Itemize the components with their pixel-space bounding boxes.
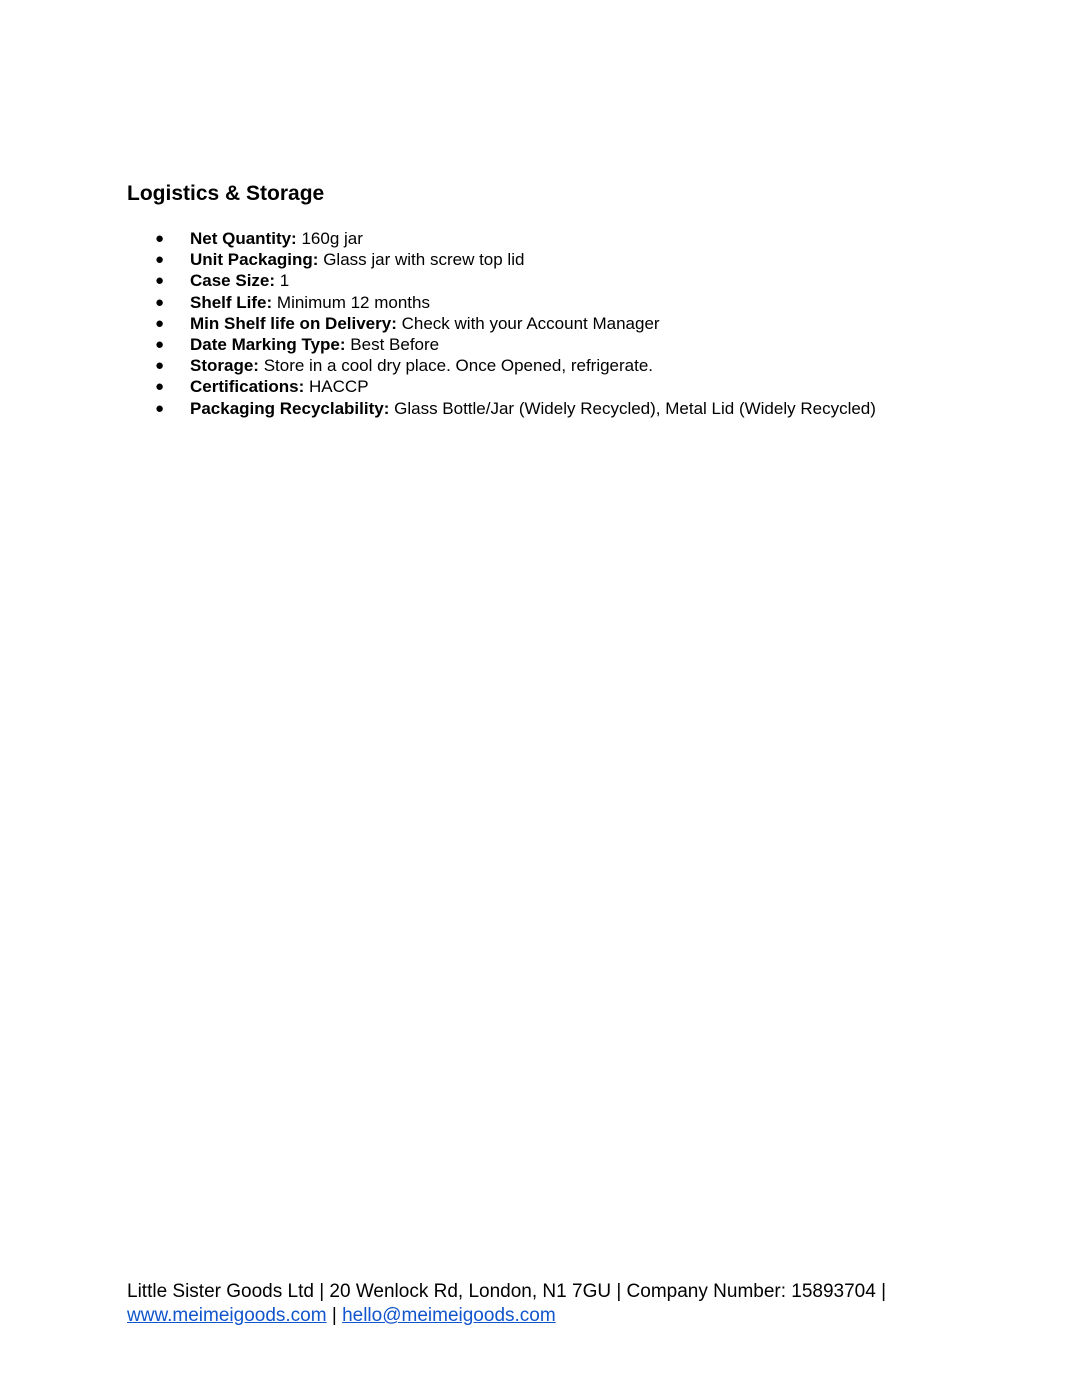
spec-text	[190, 334, 439, 355]
spec-value: Store in a cool dry place. Once Opened, refrigerate.	[263, 356, 654, 376]
spec-label: Unit Packaging:	[190, 250, 319, 270]
bullet-icon: ●	[155, 378, 165, 396]
website-link[interactable]: www.meimeigoods.com	[127, 1305, 327, 1326]
spec-list	[155, 228, 1055, 419]
footer-contact-line	[127, 1304, 886, 1328]
spec-label: Shelf Life:	[190, 292, 273, 312]
email-link[interactable]: hello@meimeigoods.com	[342, 1305, 556, 1326]
list-item	[155, 270, 1055, 291]
list-item	[155, 376, 1055, 397]
bullet-icon: ●	[155, 335, 165, 353]
list-item	[155, 313, 1055, 334]
spec-text	[190, 249, 524, 270]
spec-label: Date Marking Type:	[190, 334, 346, 354]
spec-value: HACCP	[309, 377, 369, 397]
list-item	[155, 334, 1055, 355]
spec-text	[190, 355, 653, 376]
spec-text	[190, 292, 430, 313]
spec-value: Glass Bottle/Jar (Widely Recycled), Metal Lid (Widely Recycled)	[394, 398, 876, 418]
bullet-icon: ●	[155, 272, 165, 290]
page-footer	[127, 1280, 886, 1328]
spec-value: 160g jar	[301, 229, 363, 248]
bullet-icon: ●	[155, 399, 165, 417]
spec-text	[190, 270, 289, 291]
spec-text	[190, 313, 660, 334]
spec-text	[190, 398, 876, 419]
bullet-icon: ●	[155, 293, 165, 311]
list-item	[155, 228, 1055, 249]
spec-text	[190, 376, 369, 397]
spec-label: Storage:	[190, 356, 259, 376]
spec-value: Best Before	[350, 334, 440, 354]
bullet-icon: ●	[155, 314, 165, 332]
bullet-icon: ●	[155, 230, 165, 247]
spec-label: Case Size:	[190, 271, 276, 291]
spec-value: Check with your Account Manager	[401, 313, 660, 333]
bullet-icon: ●	[155, 357, 165, 375]
spec-value: 1	[279, 271, 290, 291]
spec-value: Glass jar with screw top lid	[323, 250, 525, 270]
spec-text	[190, 228, 363, 249]
spec-label: Net Quantity:	[190, 229, 297, 248]
list-item	[155, 292, 1055, 313]
footer-separator: |	[331, 1305, 337, 1326]
section-title: Logistics & Storage	[127, 182, 325, 205]
list-item	[155, 398, 1055, 419]
bullet-icon: ●	[155, 251, 165, 269]
footer-company-line: Little Sister Goods Ltd | 20 Wenlock Rd, London, N1 7GU | Company Number: 15893704 |	[127, 1281, 887, 1302]
spec-label: Min Shelf life on Delivery:	[190, 313, 397, 333]
list-item	[155, 355, 1055, 376]
spec-label: Packaging Recyclability:	[190, 398, 390, 418]
spec-value: Minimum 12 months	[276, 292, 430, 312]
list-item	[155, 249, 1055, 270]
spec-label: Certifications:	[190, 377, 305, 397]
